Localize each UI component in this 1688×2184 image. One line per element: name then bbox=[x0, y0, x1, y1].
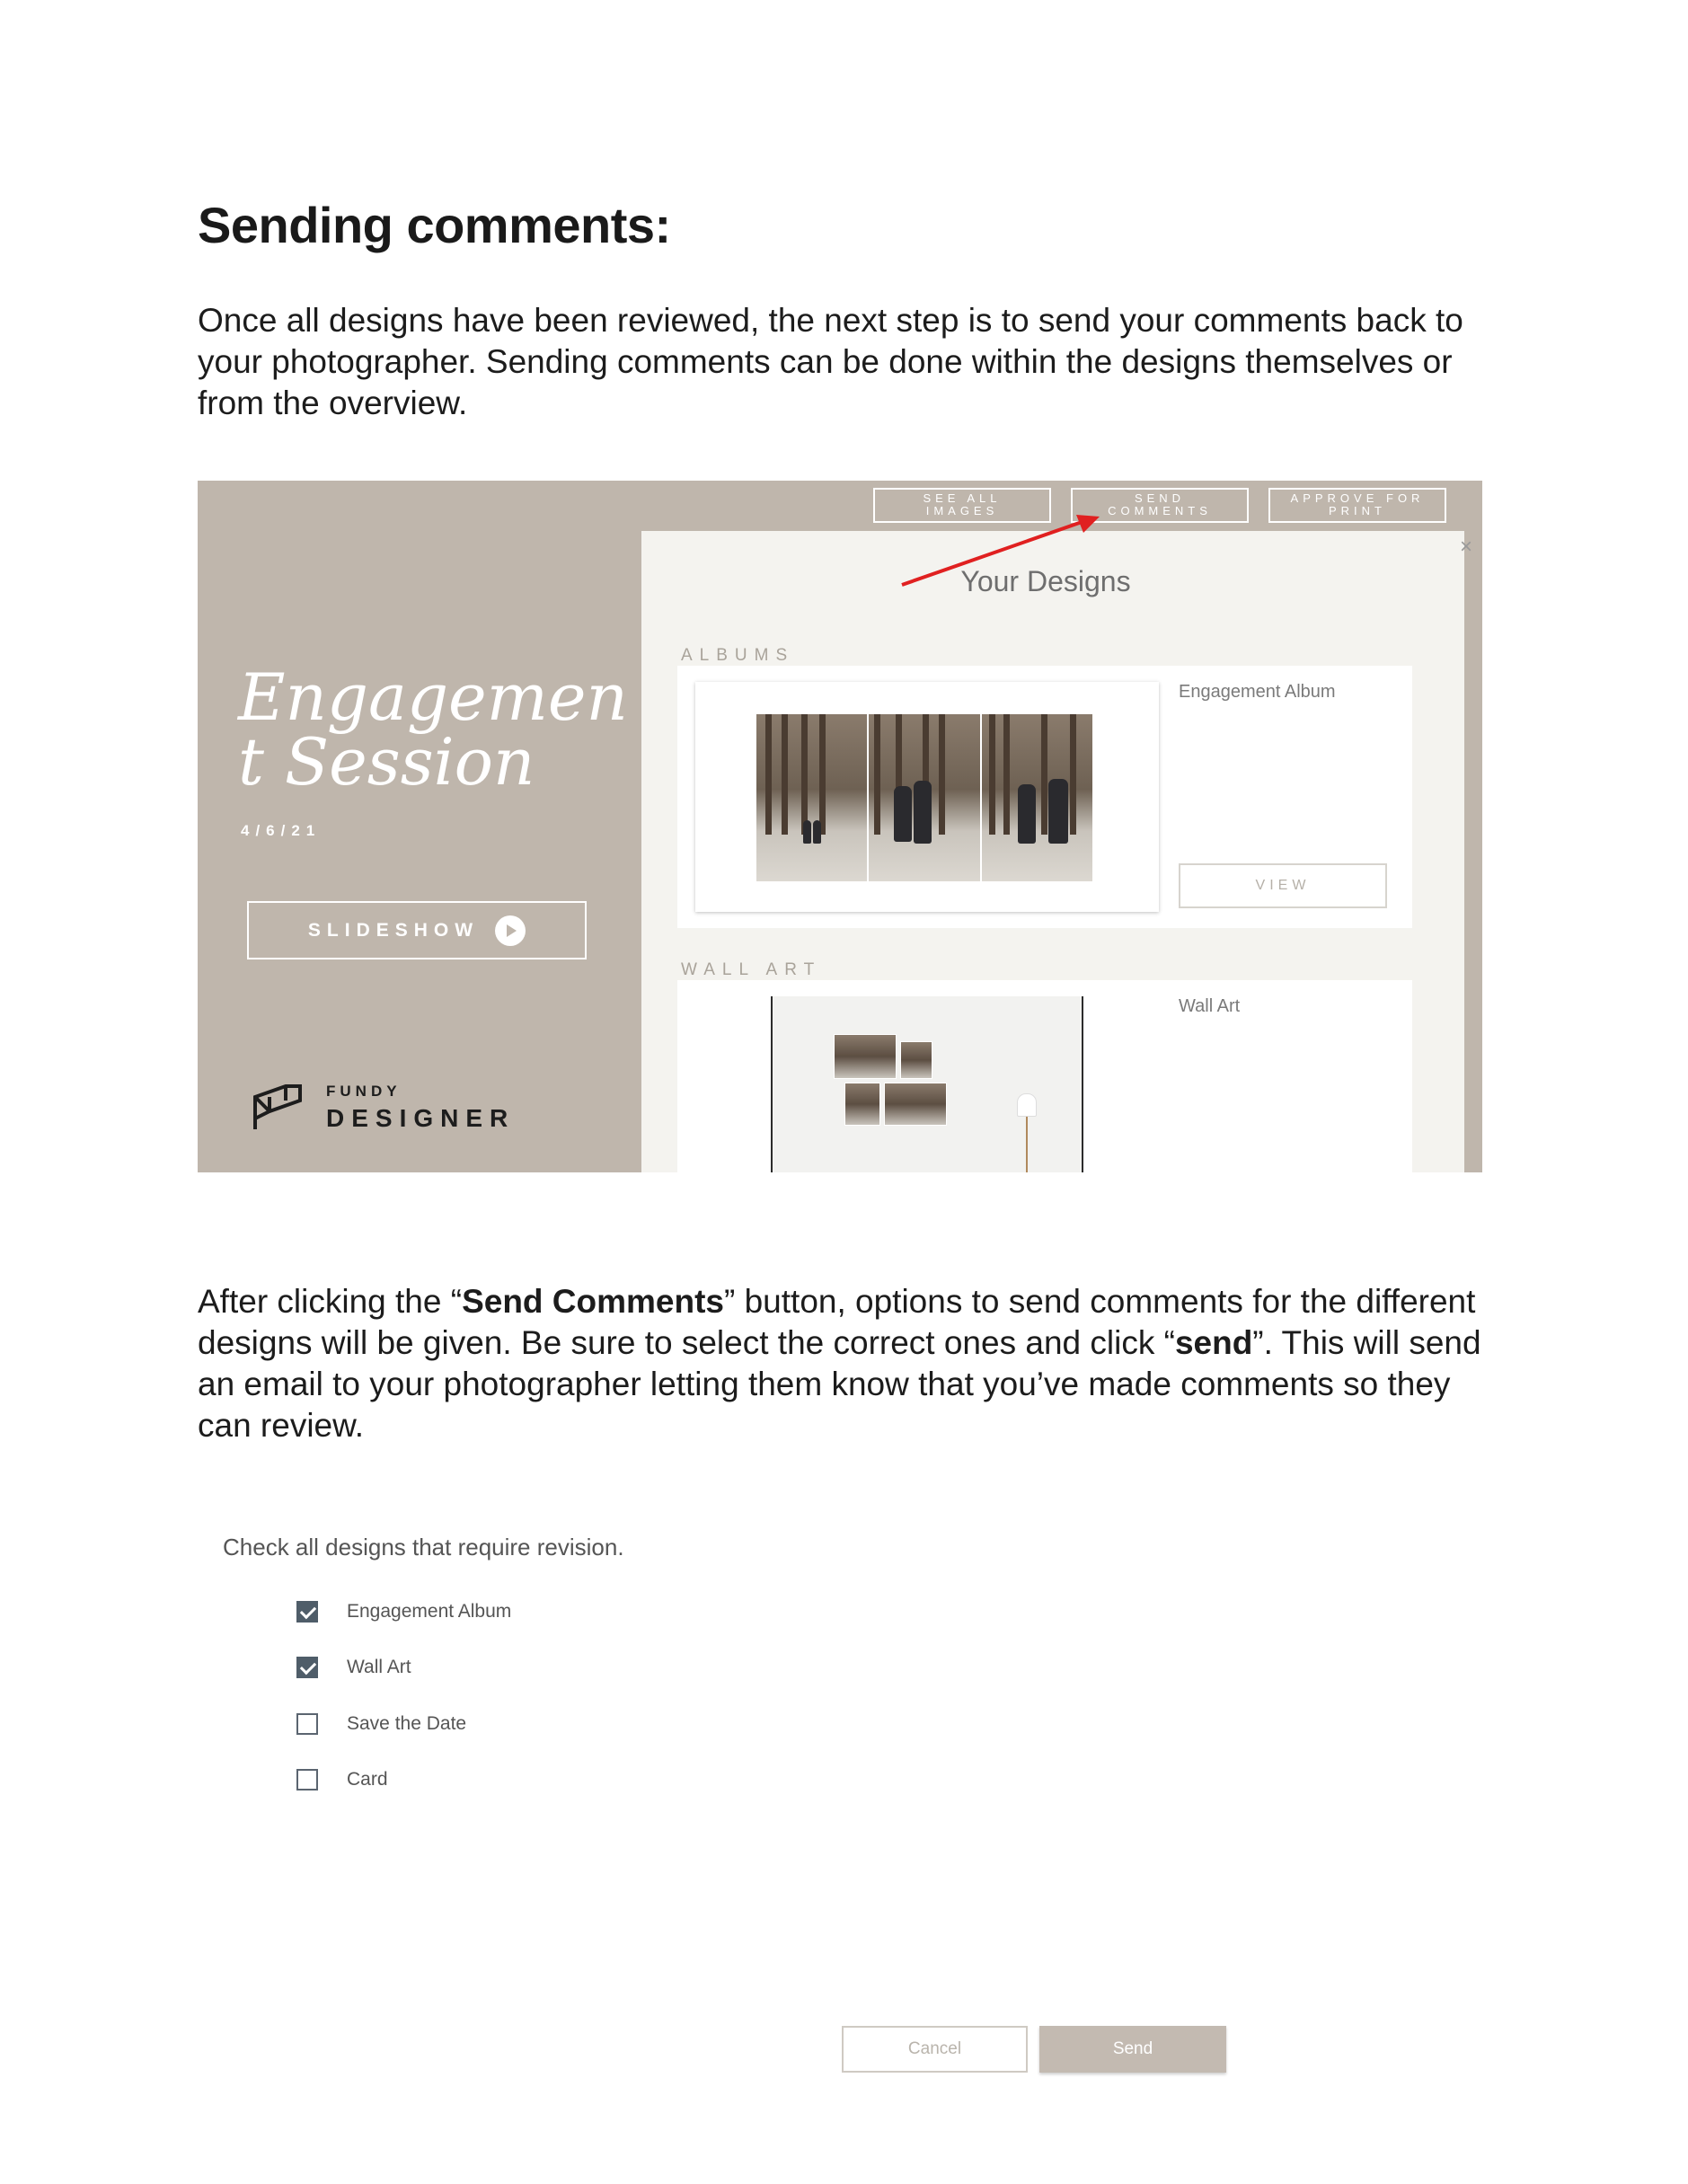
text-span: ” button, options to send comments for the different designs will be given. Be sure to select the correct ones and click “ bbox=[198, 1283, 1476, 1361]
checkbox-checked-icon[interactable] bbox=[296, 1601, 318, 1623]
checkbox-unchecked-icon[interactable] bbox=[296, 1713, 318, 1735]
button-label-line: PRINT bbox=[1329, 504, 1386, 517]
explanation-paragraph bbox=[198, 1281, 1500, 1446]
button-label-line: IMAGES bbox=[925, 504, 999, 517]
option-wall-art[interactable] bbox=[296, 1654, 411, 1681]
session-date: 4/6/21 bbox=[241, 822, 322, 839]
session-title-line: t Session bbox=[238, 724, 535, 800]
option-engagement-album[interactable] bbox=[296, 1598, 511, 1625]
button-label-line: COMMENTS bbox=[1108, 504, 1212, 517]
session-title-line: Engagemen bbox=[238, 659, 628, 735]
albums-section-label: ALBUMS bbox=[681, 646, 795, 665]
view-button[interactable]: VIEW bbox=[1179, 863, 1387, 908]
checkbox-unchecked-icon[interactable] bbox=[296, 1769, 318, 1791]
logo-fundy-text: FUNDY bbox=[326, 1083, 402, 1100]
option-card[interactable] bbox=[296, 1766, 388, 1793]
text-span: ”. This will send an email to your photographer letting them know that you’ve made comments so they can review. bbox=[198, 1324, 1481, 1444]
overview-screenshot bbox=[198, 481, 1482, 1172]
red-arrow-icon bbox=[198, 481, 1482, 1172]
panel-title: Your Designs bbox=[960, 565, 1131, 597]
dialog-title: Check all designs that require revision. bbox=[223, 1534, 624, 1561]
button-label-line: SEND bbox=[1134, 491, 1186, 505]
intro-paragraph: Once all designs have been reviewed, the next step is to send your comments back to your photographer. Sending comments can be done within the designs themselves or from the overview. bbox=[198, 302, 1463, 421]
text-span: After clicking the “ bbox=[198, 1283, 463, 1320]
bold-text: Send Comments bbox=[462, 1283, 724, 1320]
option-label: Wall Art bbox=[347, 1657, 411, 1677]
button-label-line: SEE ALL bbox=[923, 491, 1002, 505]
option-label: Engagement Album bbox=[347, 1601, 512, 1622]
cancel-button[interactable]: Cancel bbox=[842, 2026, 1028, 2073]
close-icon[interactable]: × bbox=[1460, 535, 1473, 559]
wall-art-name: Wall Art bbox=[1179, 996, 1241, 1016]
page-heading: Sending comments: bbox=[198, 197, 671, 253]
logo-designer-text: DESIGNER bbox=[326, 1104, 516, 1132]
option-label: Card bbox=[347, 1769, 388, 1790]
checkbox-checked-icon[interactable] bbox=[296, 1657, 318, 1678]
option-label: Save the Date bbox=[347, 1713, 467, 1734]
option-save-the-date[interactable] bbox=[296, 1711, 466, 1737]
send-button[interactable]: Send bbox=[1039, 2026, 1226, 2073]
button-label-line: APPROVE FOR bbox=[1290, 491, 1425, 505]
album-name: Engagement Album bbox=[1179, 682, 1336, 702]
wall-art-section-label: WALL ART bbox=[681, 960, 822, 979]
bold-text: send bbox=[1174, 1324, 1253, 1361]
slideshow-label: SLIDESHOW bbox=[307, 919, 480, 941]
